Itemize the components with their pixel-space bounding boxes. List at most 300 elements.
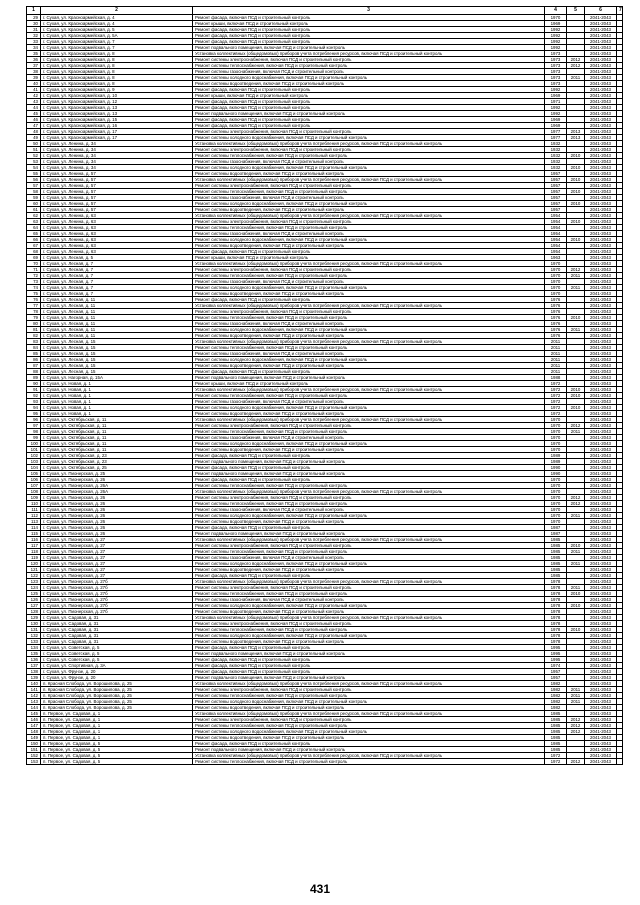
year-built-cell: 1977 [545, 129, 567, 135]
row-number: 39 [27, 75, 41, 81]
row-number: 136 [27, 657, 41, 663]
year-built-cell: 1970 [545, 429, 567, 435]
work-type-cell: Установка коллективных (общедомовых) приборов учета потребления ресурсов, включая ПСД и строительный контроль [193, 681, 545, 687]
last-repair-year-cell: 2012 [567, 495, 585, 501]
year-built-cell: 1985 [545, 549, 567, 555]
planned-period-cell: 2041-2043 [585, 405, 617, 411]
work-type-cell: Ремонт подвального помещения, включая ПСД и строительный контроль [193, 651, 545, 657]
address-cell: г. Сухая, ул. Красноармейская, д. 8 [41, 51, 193, 57]
address-cell: г. Сухая, ул. Пионерская, д. 27 [41, 555, 193, 561]
year-built-cell: 1985 [545, 555, 567, 561]
capital-repair-table [26, 6, 623, 765]
row-number: 145 [27, 711, 41, 717]
planned-period-cell: 2041-2043 [585, 369, 617, 375]
address-cell: г. Сухая, ул. Новая, д. 1 [41, 411, 193, 417]
planned-period-cell: 2041-2043 [585, 273, 617, 279]
work-type-cell: Ремонт подвального помещения, включая ПСД и строительный контроль [193, 675, 545, 681]
planned-period-cell: 2041-2043 [585, 735, 617, 741]
address-cell: г. Сухая, ул. Пионерская, д. 26 [41, 501, 193, 507]
planned-period-cell: 2041-2043 [585, 93, 617, 99]
year-built-cell: 1978 [545, 627, 567, 633]
planned-period-cell: 2041-2043 [585, 537, 617, 543]
year-built-cell: 1982 [545, 681, 567, 687]
year-built-cell: 1970 [545, 285, 567, 291]
row-number: 121 [27, 567, 41, 573]
address-cell: г. Сухая, ул. Красноармейская, д. 5А [41, 33, 193, 39]
year-built-cell: 1970 [545, 501, 567, 507]
address-cell: г. Сухая, ул. Красноармейская, д. 4 [41, 15, 193, 21]
year-built-cell: 1954 [545, 213, 567, 219]
year-built-cell: 1985 [545, 543, 567, 549]
planned-period-cell: 2041-2043 [585, 81, 617, 87]
address-cell: г. Сухая, ул. Красноармейская, д. 8 [41, 75, 193, 81]
address-cell: г. Сухая, ул. Ленина, д. 57 [41, 195, 193, 201]
address-cell: г. Сухая, ул. Пионерская, д. 26 [41, 525, 193, 531]
address-cell: г. Сухая, ул. Красноармейская, д. 8 [41, 81, 193, 87]
row-number: 117 [27, 543, 41, 549]
work-type-cell: Ремонт системы теплоснабжения, включая ПСД и строительный контроль [193, 759, 545, 765]
year-built-cell: 1978 [545, 585, 567, 591]
year-built-cell: 1957 [545, 675, 567, 681]
col-header-6: 6 [585, 7, 617, 15]
year-built-cell: 1954 [545, 243, 567, 249]
planned-period-cell: 2041-2043 [585, 603, 617, 609]
address-cell: г. Сухая, ул. Ленина, д. 63 [41, 243, 193, 249]
planned-period-cell: 2041-2043 [585, 423, 617, 429]
work-type-cell: Ремонт системы холодного водоснабжения, включая ПСД и строительный контроль [193, 441, 545, 447]
work-type-cell: Ремонт фасада, включая ПСД и строительный контроль [193, 39, 545, 45]
work-type-cell: Ремонт крыши, включая ПСД и строительный контроль [193, 255, 545, 261]
planned-period-cell: 2041-2043 [585, 675, 617, 681]
year-built-cell: 1957 [545, 171, 567, 177]
year-built-cell: 1978 [545, 591, 567, 597]
row-number: 134 [27, 645, 41, 651]
row-number: 70 [27, 261, 41, 267]
planned-period-cell: 2041-2043 [585, 531, 617, 537]
address-cell: г. Сухая, ул. Пионерская, д. 26 [41, 531, 193, 537]
planned-period-cell: 2041-2043 [585, 219, 617, 225]
planned-period-cell: 2041-2043 [585, 135, 617, 141]
work-type-cell: Ремонт системы холодного водоснабжения, включая ПСД и строительный контроль [193, 405, 545, 411]
row-number: 148 [27, 729, 41, 735]
year-built-cell: 1977 [545, 135, 567, 141]
work-type-cell: Ремонт системы теплоснабжения, включая ПСД и строительный контроль [193, 225, 545, 231]
year-built-cell: 1985 [545, 717, 567, 723]
planned-period-cell: 2041-2043 [585, 729, 617, 735]
year-built-cell: 1976 [545, 309, 567, 315]
year-built-cell: 1995 [545, 651, 567, 657]
row-number: 80 [27, 321, 41, 327]
row-number: 45 [27, 111, 41, 117]
planned-period-cell: 2041-2043 [585, 495, 617, 501]
row-number: 66 [27, 237, 41, 243]
year-built-cell: 1985 [545, 723, 567, 729]
year-built-cell: 1973 [545, 51, 567, 57]
last-repair-year-cell: 2010 [567, 405, 585, 411]
work-type-cell: Ремонт системы холодного водоснабжения, включая ПСД и строительный контроль [193, 165, 545, 171]
year-built-cell: 1995 [545, 645, 567, 651]
planned-period-cell: 2041-2043 [585, 99, 617, 105]
work-type-cell: Ремонт системы электроснабжения, включая ПСД и строительный контроль [193, 423, 545, 429]
last-repair-year-cell: 2013 [567, 129, 585, 135]
work-type-cell: Установка коллективных (общедомовых) приборов учета потребления ресурсов, включая ПСД и строительный контроль [193, 537, 545, 543]
address-cell: г. Сухая, ул. Пионерская, д. 27б [41, 585, 193, 591]
col-header-5: 5 [567, 7, 585, 15]
work-type-cell: Ремонт фасада, включая ПСД и строительный контроль [193, 741, 545, 747]
year-built-cell: 1972 [545, 753, 567, 759]
planned-period-cell: 2041-2043 [585, 717, 617, 723]
row-number: 146 [27, 717, 41, 723]
work-type-cell: Ремонт системы электроснабжения, включая ПСД и строительный контроль [193, 183, 545, 189]
planned-period-cell: 2041-2043 [585, 741, 617, 747]
work-type-cell: Ремонт крыши, включая ПСД и строительный контроль [193, 21, 545, 27]
year-built-cell: 1985 [545, 567, 567, 573]
year-built-cell: 1970 [545, 495, 567, 501]
planned-period-cell: 2041-2043 [585, 123, 617, 129]
planned-period-cell: 2041-2043 [585, 507, 617, 513]
planned-period-cell: 2041-2043 [585, 459, 617, 465]
year-built-cell: 1982 [545, 705, 567, 711]
row-number: 140 [27, 681, 41, 687]
address-cell: г. Сухая, ул. Новая, д. 1 [41, 393, 193, 399]
address-cell: г. Сухая, ул. Пионерская, д. 27 [41, 549, 193, 555]
row-number: 152 [27, 753, 41, 759]
row-number: 51 [27, 147, 41, 153]
register-sheet [26, 6, 622, 765]
work-type-cell: Ремонт системы водоотведения, включая ПСД и строительный контроль [193, 171, 545, 177]
row-number: 35 [27, 51, 41, 57]
year-built-cell: 1988 [545, 375, 567, 381]
last-repair-year-cell: 2010 [567, 237, 585, 243]
year-built-cell: 1970 [545, 15, 567, 21]
work-type-cell: Ремонт системы газоснабжения, включая ПСД и строительный контроль [193, 555, 545, 561]
row-number: 149 [27, 735, 41, 741]
planned-period-cell: 2041-2043 [585, 153, 617, 159]
row-number: 87 [27, 363, 41, 369]
year-built-cell: 1972 [545, 393, 567, 399]
planned-period-cell: 2041-2043 [585, 411, 617, 417]
row-number: 98 [27, 429, 41, 435]
work-type-cell: Ремонт системы электроснабжения, включая ПСД и строительный контроль [193, 495, 545, 501]
year-built-cell: 1992 [545, 33, 567, 39]
address-cell: г. Сухая, ул. Пионерская, д. 27б [41, 591, 193, 597]
planned-period-cell: 2041-2043 [585, 699, 617, 705]
row-number: 69 [27, 255, 41, 261]
work-type-cell: Установка коллективных (общедомовых) приборов учета потребления ресурсов, включая ПСД и строительный контроль [193, 177, 545, 183]
row-number: 130 [27, 621, 41, 627]
year-built-cell: 1985 [545, 741, 567, 747]
year-built-cell: 1932 [545, 141, 567, 147]
work-type-cell: Ремонт системы теплоснабжения, включая ПСД и строительный контроль [193, 501, 545, 507]
year-built-cell: 2011 [545, 357, 567, 363]
address-cell: г. Сухая, ул. Пионерская, д. 27б [41, 603, 193, 609]
planned-period-cell: 2041-2043 [585, 309, 617, 315]
planned-period-cell: 2041-2043 [585, 591, 617, 597]
address-cell: г. Сухая, ул. Ленина, д. 57 [41, 183, 193, 189]
extra-cell [617, 759, 623, 765]
row-number: 95 [27, 411, 41, 417]
work-type-cell: Ремонт системы водоотведения, включая ПСД и строительный контроль [193, 291, 545, 297]
year-built-cell: 1957 [545, 207, 567, 213]
row-number: 65 [27, 231, 41, 237]
address-cell: г. Сухая, ул. Ленина, д. 63 [41, 231, 193, 237]
row-number: 33 [27, 39, 41, 45]
address-cell: г. Сухая, ул. Пионерская, д. 25 [41, 471, 193, 477]
work-type-cell: Ремонт системы газоснабжения, включая ПСД и строительный контроль [193, 195, 545, 201]
work-type-cell: Ремонт системы теплоснабжения, включая ПСД и строительный контроль [193, 393, 545, 399]
planned-period-cell: 2041-2043 [585, 519, 617, 525]
year-built-cell: 1992 [545, 27, 567, 33]
work-type-cell: Ремонт системы теплоснабжения, включая ПСД и строительный контроль [193, 189, 545, 195]
planned-period-cell: 2041-2043 [585, 39, 617, 45]
row-number: 137 [27, 663, 41, 669]
address-cell: г. Сухая, ул. Лесная, д. 7 [41, 273, 193, 279]
year-built-cell: 1970 [545, 447, 567, 453]
work-type-cell: Ремонт системы электроснабжения, включая ПСД и строительный контроль [193, 219, 545, 225]
row-number: 99 [27, 435, 41, 441]
work-type-cell: Ремонт фасада, включая ПСД и строительный контроль [193, 249, 545, 255]
row-number: 58 [27, 189, 41, 195]
year-built-cell: 1978 [545, 639, 567, 645]
last-repair-year-cell: 2011 [567, 513, 585, 519]
year-built-cell: 1970 [545, 477, 567, 483]
year-built-cell: 1972 [545, 381, 567, 387]
row-number: 107 [27, 483, 41, 489]
year-built-cell: 1973 [545, 69, 567, 75]
year-built-cell: 1978 [545, 633, 567, 639]
work-type-cell: Ремонт системы теплоснабжения, включая ПСД и строительный контроль [193, 63, 545, 69]
work-type-cell: Ремонт системы теплоснабжения, включая ПСД и строительный контроль [193, 315, 545, 321]
planned-period-cell: 2041-2043 [585, 579, 617, 585]
work-type-cell: Ремонт системы электроснабжения, включая ПСД и строительный контроль [193, 687, 545, 693]
year-built-cell: 1963 [545, 255, 567, 261]
address-cell: г. Сухая, ул. Ленина, д. 34 [41, 153, 193, 159]
work-type-cell: Ремонт системы электроснабжения, включая ПСД и строительный контроль [193, 57, 545, 63]
year-built-cell: 1985 [545, 561, 567, 567]
row-number: 105 [27, 471, 41, 477]
address-cell: г. Сухая, ул. Лесная, д. 15 [41, 369, 193, 375]
address-cell: г. Сухая, ул. Лесная, д. 11 [41, 321, 193, 327]
work-type-cell: Ремонт фасада, включая ПСД и строительный контроль [193, 105, 545, 111]
year-built-cell: 1989 [545, 459, 567, 465]
year-built-cell: 1992 [545, 87, 567, 93]
work-type-cell: Ремонт системы холодного водоснабжения, включая ПСД и строительный контроль [193, 561, 545, 567]
address-cell: г. Сухая, ул. Лесная, д. 11 [41, 327, 193, 333]
planned-period-cell: 2041-2043 [585, 129, 617, 135]
work-type-cell: Ремонт системы теплоснабжения, включая ПСД и строительный контроль [193, 627, 545, 633]
year-built-cell: 2011 [545, 363, 567, 369]
address-cell: г. Сухая, ул. Ленина, д. 57 [41, 207, 193, 213]
row-number: 37 [27, 63, 41, 69]
year-built-cell: 1957 [545, 183, 567, 189]
address-cell: г. Сухая, ул. Пионерская, д. 27б [41, 597, 193, 603]
planned-period-cell: 2041-2043 [585, 249, 617, 255]
work-type-cell: Ремонт системы водоотведения, включая ПСД и строительный контроль [193, 519, 545, 525]
planned-period-cell: 2041-2043 [585, 231, 617, 237]
planned-period-cell: 2041-2043 [585, 705, 617, 711]
last-repair-year-cell: 2010 [567, 219, 585, 225]
last-repair-year-cell: 2011 [567, 585, 585, 591]
last-repair-year-cell: 2011 [567, 75, 585, 81]
address-cell: г. Сухая, ул. Фрунзе, д. 20 [41, 675, 193, 681]
row-number: 41 [27, 87, 41, 93]
planned-period-cell: 2041-2043 [585, 315, 617, 321]
address-cell: г. Сухая, ул. Ленина, д. 57 [41, 201, 193, 207]
year-built-cell: 1957 [545, 189, 567, 195]
row-number: 124 [27, 585, 41, 591]
year-built-cell: 1976 [545, 321, 567, 327]
address-cell: г. Сухая, ул. Октябрьская, д. 11 [41, 441, 193, 447]
planned-period-cell: 2041-2043 [585, 489, 617, 495]
planned-period-cell: 2041-2043 [585, 657, 617, 663]
work-type-cell: Ремонт крыши, включая ПСД и строительный контроль [193, 93, 545, 99]
year-built-cell: 1969 [545, 21, 567, 27]
year-built-cell: 1932 [545, 147, 567, 153]
year-built-cell: 1972 [545, 399, 567, 405]
work-type-cell: Ремонт системы холодного водоснабжения, включая ПСД и строительный контроль [193, 237, 545, 243]
last-repair-year-cell: 2012 [567, 501, 585, 507]
table-body [27, 15, 623, 765]
year-built-cell: 1932 [545, 165, 567, 171]
planned-period-cell: 2041-2043 [585, 285, 617, 291]
address-cell: г. Сухая, ул. Красноармейская, д. 15 [41, 117, 193, 123]
work-type-cell: Ремонт системы водоотведения, включая ПСД и строительный контроль [193, 735, 545, 741]
planned-period-cell: 2041-2043 [585, 165, 617, 171]
row-number: 54 [27, 165, 41, 171]
planned-period-cell: 2041-2043 [585, 453, 617, 459]
work-type-cell: Ремонт системы холодного водоснабжения, включая ПСД и строительный контроль [193, 201, 545, 207]
planned-period-cell: 2041-2043 [585, 747, 617, 753]
address-cell: г. Сухая, ул. Фрунзе, д. 20 [41, 669, 193, 675]
row-number: 112 [27, 513, 41, 519]
work-type-cell: Установка коллективных (общедомовых) приборов учета потребления ресурсов, включая ПСД и строительный контроль [193, 213, 545, 219]
planned-period-cell: 2041-2043 [585, 195, 617, 201]
year-built-cell: 1985 [545, 537, 567, 543]
work-type-cell: Ремонт системы газоснабжения, включая ПСД и строительный контроль [193, 69, 545, 75]
work-type-cell: Ремонт системы водоотведения, включая ПСД и строительный контроль [193, 207, 545, 213]
address-cell: г. Сухая, ул. Спортивная, д. 3А [41, 663, 193, 669]
year-built-cell: 1969 [545, 117, 567, 123]
planned-period-cell: 2041-2043 [585, 681, 617, 687]
row-number: 49 [27, 135, 41, 141]
address-cell: г. Сухая, ул. Октябрьская, д. 11 [41, 447, 193, 453]
row-number: 96 [27, 417, 41, 423]
table-row [27, 759, 623, 765]
row-number: 122 [27, 573, 41, 579]
work-type-cell: Ремонт системы теплоснабжения, включая ПСД и строительный контроль [193, 153, 545, 159]
year-built-cell: 1976 [545, 297, 567, 303]
planned-period-cell: 2041-2043 [585, 573, 617, 579]
row-number: 115 [27, 531, 41, 537]
year-built-cell: 1970 [545, 483, 567, 489]
address-cell: г. Сухая, ул. Ленина, д. 63 [41, 237, 193, 243]
last-repair-year-cell: 2010 [567, 189, 585, 195]
year-built-cell: 1973 [545, 81, 567, 87]
row-number: 139 [27, 675, 41, 681]
work-type-cell: Установка коллективных (общедомовых) приборов учета потребления ресурсов, включая ПСД и строительный контроль [193, 141, 545, 147]
row-number: 101 [27, 447, 41, 453]
address-cell: г. Сухая, ул. Октябрьская, д. 23 [41, 453, 193, 459]
work-type-cell: Ремонт системы холодного водоснабжения, включая ПСД и строительный контроль [193, 603, 545, 609]
work-type-cell: Ремонт системы газоснабжения, включая ПСД и строительный контроль [193, 159, 545, 165]
last-repair-year-cell: 2011 [567, 429, 585, 435]
row-number: 83 [27, 339, 41, 345]
planned-period-cell: 2041-2043 [585, 597, 617, 603]
planned-period-cell: 2041-2043 [585, 483, 617, 489]
year-built-cell: 1970 [545, 261, 567, 267]
row-number: 42 [27, 93, 41, 99]
address-cell: г. Сухая, ул. Октябрьская, д. 11 [41, 423, 193, 429]
planned-period-cell: 2041-2043 [585, 669, 617, 675]
planned-period-cell: 2041-2043 [585, 297, 617, 303]
row-number: 72 [27, 273, 41, 279]
work-type-cell: Ремонт системы теплоснабжения, включая ПСД и строительный контроль [193, 549, 545, 555]
row-number: 129 [27, 615, 41, 621]
work-type-cell: Ремонт системы водоотведения, включая ПСД и строительный контроль [193, 567, 545, 573]
address-cell: г. Сухая, ул. Пионерская, д. 27 [41, 573, 193, 579]
work-type-cell: Установка коллективных (общедомовых) приборов учета потребления ресурсов, включая ПСД и строительный контроль [193, 489, 545, 495]
work-type-cell: Ремонт системы газоснабжения, включая ПСД и строительный контроль [193, 399, 545, 405]
work-type-cell: Ремонт системы водоотведения, включая ПСД и строительный контроль [193, 447, 545, 453]
planned-period-cell: 2041-2043 [585, 33, 617, 39]
work-type-cell: Установка коллективных (общедомовых) приборов учета потребления ресурсов, включая ПСД и строительный контроль [193, 303, 545, 309]
planned-period-cell: 2041-2043 [585, 471, 617, 477]
address-cell: п. Первое, ул. Садовая, д. 5 [41, 747, 193, 753]
year-built-cell: 1970 [545, 513, 567, 519]
row-number: 82 [27, 333, 41, 339]
row-number: 114 [27, 525, 41, 531]
row-number: 104 [27, 465, 41, 471]
address-cell: г. Сухая, ул. Ленина, д. 34 [41, 159, 193, 165]
row-number: 119 [27, 555, 41, 561]
row-number: 133 [27, 639, 41, 645]
year-built-cell: 1982 [545, 693, 567, 699]
year-built-cell: 1957 [545, 201, 567, 207]
planned-period-cell: 2041-2043 [585, 27, 617, 33]
last-repair-year-cell: 2011 [567, 327, 585, 333]
year-built-cell: 1971 [545, 99, 567, 105]
planned-period-cell: 2041-2043 [585, 567, 617, 573]
year-built-cell: 1972 [545, 405, 567, 411]
work-type-cell: Установка коллективных (общедомовых) приборов учета потребления ресурсов, включая ПСД и строительный контроль [193, 615, 545, 621]
work-type-cell: Ремонт фасада, включая ПСД и строительный контроль [193, 657, 545, 663]
planned-period-cell: 2041-2043 [585, 291, 617, 297]
address-cell: г. Сухая, ул. Пионерская, д. 26А [41, 489, 193, 495]
row-number: 110 [27, 501, 41, 507]
planned-period-cell: 2041-2043 [585, 87, 617, 93]
row-number: 102 [27, 453, 41, 459]
work-type-cell: Ремонт подвального помещения, включая ПСД и строительный контроль [193, 111, 545, 117]
row-number: 79 [27, 315, 41, 321]
work-type-cell: Ремонт системы электроснабжения, включая ПСД и строительный контроль [193, 309, 545, 315]
address-cell: г. Сухая, ул. Пионерская, д. 27 [41, 561, 193, 567]
work-type-cell: Установка коллективных (общедомовых) приборов учета потребления ресурсов, включая ПСД и строительный контроль [193, 753, 545, 759]
address-cell: г. Сухая, ул. Лесная, д. 11 [41, 333, 193, 339]
planned-period-cell: 2041-2043 [585, 357, 617, 363]
planned-period-cell: 2041-2043 [585, 627, 617, 633]
planned-period-cell: 2041-2043 [585, 147, 617, 153]
planned-period-cell: 2041-2043 [585, 321, 617, 327]
row-number: 60 [27, 201, 41, 207]
address-cell: г. Сухая, ул. Лесная, д. 11 [41, 309, 193, 315]
last-repair-year-cell: 2010 [567, 201, 585, 207]
work-type-cell: Ремонт системы теплоснабжения, включая ПСД и строительный контроль [193, 429, 545, 435]
planned-period-cell: 2041-2043 [585, 111, 617, 117]
address-cell: г. Сухая, ул. Лесная, д. 11 [41, 303, 193, 309]
last-repair-year-cell: 2011 [567, 273, 585, 279]
work-type-cell: Установка коллективных (общедомовых) приборов учета потребления ресурсов, включая ПСД и строительный контроль [193, 579, 545, 585]
col-header-2: 2 [41, 7, 193, 15]
